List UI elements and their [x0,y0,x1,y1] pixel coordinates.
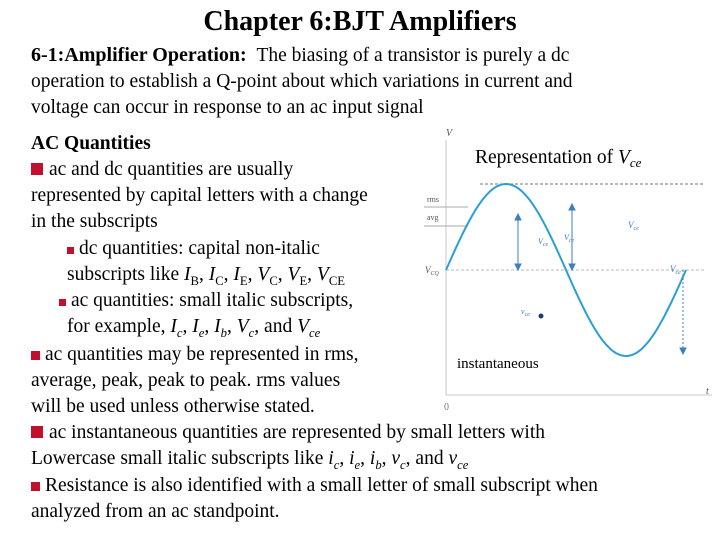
intro-paragraph [31,42,573,121]
vce-instant-label: $v_{ce}$ [521,307,530,318]
vcq-label: $V_{CQ}$ [425,265,439,277]
instantaneous-point [539,314,544,319]
sub-bullet-icon [59,299,66,306]
ac-subbullet-line-1: ac quantities: small italic subscripts, [59,288,353,314]
vce-peak-label: $V_{ce}$ [628,220,639,232]
amplitude-arrows [515,204,686,354]
bullet-1-line-1: ac and dc quantities are usually [31,157,293,183]
origin-label: 0 [444,402,449,413]
ac-quantities-heading: AC Quantities [31,133,151,154]
bullet-4-line-1: Resistance is also identified with a small letter of small subscript when [31,473,598,499]
avg-label: avg [427,213,439,222]
bullet-square-icon [31,351,40,360]
intro-heading: 6-1:Amplifier Operation: [31,44,247,66]
bullet-square-icon [31,482,40,491]
bullet-square-icon [31,426,43,438]
intro-line-1: The biasing of a transistor is purely a dc [256,45,570,66]
bullet-2-line-3: will be used unless otherwise stated. [31,396,315,417]
y-axis-label: V [446,128,453,139]
x-axis-label: t [706,386,709,397]
bullet-3-line-1: ac instantaneous quantities are represented by small letters with [31,420,545,446]
ac-subbullet-line-2: for example, $I_c$, $I_e$, $I_b$, $V_c$, and $V_{ce}$ [67,316,321,340]
vce-waveform-figure [420,120,715,420]
dc-subbullet-line-1: dc quantities: capital non-italic [67,236,320,262]
intro-line-2: operation to establish a Q-point about which variations in current and [31,71,573,92]
vce-rms-label: $V_{ce}$ [564,233,575,244]
bullet-3-line-2: Lowercase small italic subscripts like $i_c$, $i_e$, $i_b$, $v_c$, and $v_{ce}$ [31,448,469,472]
bullet-1-line-2: represented by capital letters with a change [31,185,368,206]
vce-avg-label: $V_{ce}$ [538,237,549,248]
bullet-2-line-2: average, peak, peak to peak. rms values [31,370,341,391]
intro-line-3: voltage can occur in response to an ac input signal [31,97,424,118]
dc-subbullet-line-2: subscripts like $I_B$, $I_C$, $I_E$, $V_C$, $V_E$, $V_{CE}$ [67,264,346,288]
bullet-square-icon [31,163,43,175]
rms-label: rms [427,195,439,204]
instantaneous-label: instantaneous [457,356,539,372]
bullet-2-line-1: ac quantities may be represented in rms, [31,342,359,368]
sub-bullet-icon [67,247,74,254]
slide-title: Chapter 6:BJT Amplifiers [203,6,517,37]
bullet-4-line-2: analyzed from an ac standpoint. [31,501,280,522]
vce-peak-to-peak-label: $V_{ce}$ [670,264,681,276]
bullet-1-line-3: in the subscripts [31,211,158,232]
figure-title: Representation of $V_{ce}$ [475,147,642,170]
